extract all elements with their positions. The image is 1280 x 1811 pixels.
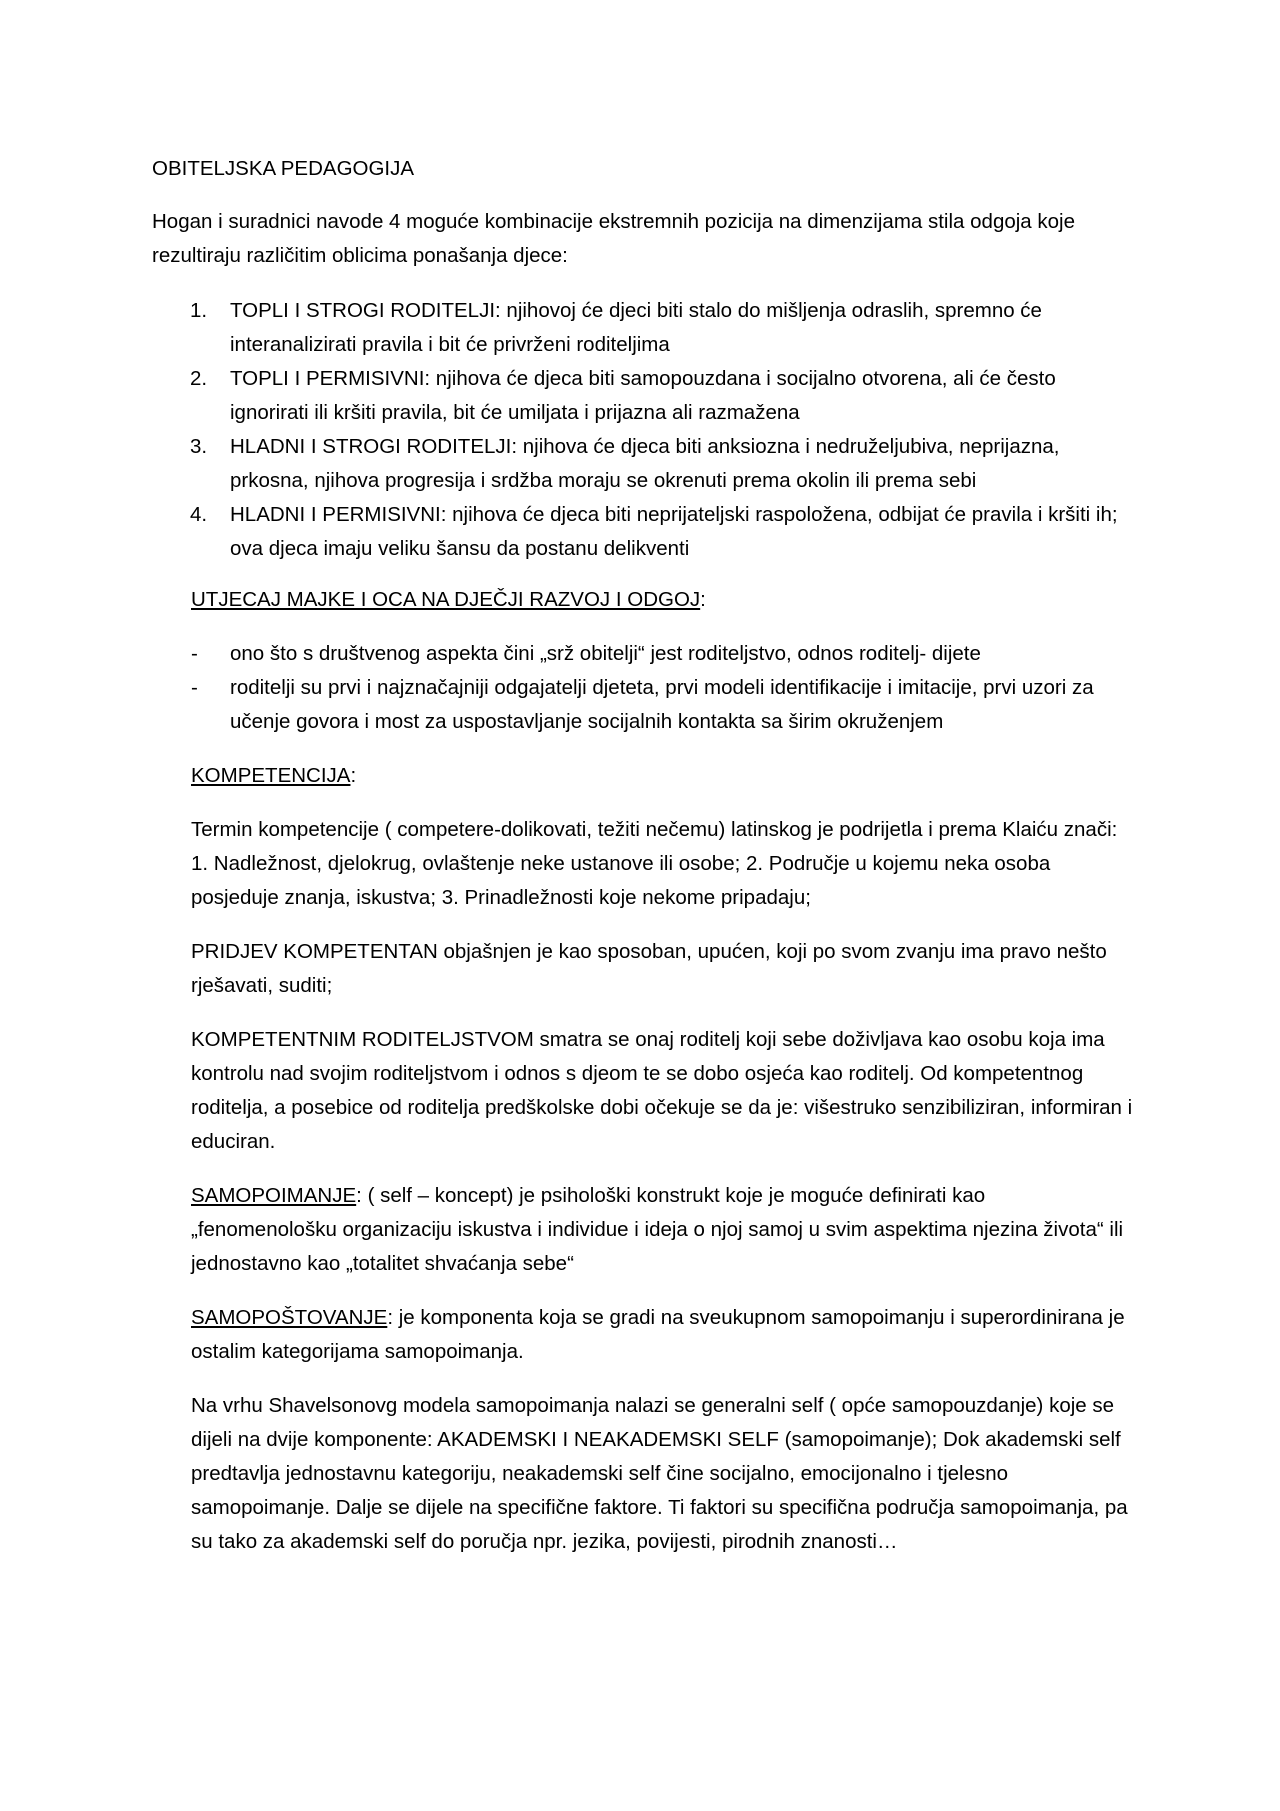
utjecaj-heading: UTJECAJ MAJKE I OCA NA DJEČJI RAZVOJ I ODGOJ (191, 588, 701, 611)
utjecaj-bullet-list (191, 637, 1136, 739)
bullet-text: roditelji su prvi i najznačajniji odgajatelji djeteta, prvi modeli identifikacije i imitacije, prvi uzori za učenje govora i most za uspostavljanje socijalnih kontakta sa širim okruženjem (230, 676, 1094, 733)
list-item-text: HLADNI I STROGI RODITELJI: njihova će djeca biti anksiozna i nedruželjubiva, neprijazna, prkosna, njihova progresija i srdžba moraju se okrenuti prema okolin ili prema sebi (230, 435, 1060, 492)
list-number: 1. (190, 299, 208, 322)
intro-paragraph: Hogan i suradnici navode 4 moguće kombinacije ekstremnih pozicija na dimenzijama stila odgoja koje rezultiraju različitim oblicima ponašanja djece: (152, 210, 1076, 267)
samopoimanje-paragraph (191, 1179, 1136, 1281)
list-number: 3. (190, 435, 208, 458)
bullet-text: ono što s društvenog aspekta čini „srž obitelji“ jest roditeljstvo, odnos roditelj- dijete (230, 642, 981, 665)
list-item (190, 294, 1135, 362)
parenting-styles-list (190, 294, 1135, 566)
list-number: 4. (190, 503, 208, 526)
list-number: 2. (190, 367, 208, 390)
kompetencija-heading: KOMPETENCIJA (191, 764, 351, 787)
samopoimanje-text: : ( self – koncept) je psihološki konstrukt koje je moguće definirati kao „fenomenološku organizaciju iskustva i individue i ideja o njoj samoj u svim aspektima njezina života“ ili jednostavno kao „totalitet shvaćanja sebe“ (191, 1184, 1124, 1275)
samopoimanje-heading: SAMOPOIMANJE (191, 1184, 357, 1207)
shavelson-paragraph: Na vrhu Shavelsonovg modela samopoimanja nalazi se generalni self ( opće samopouzdanje) koje se dijeli na dvije komponente: AKADEMSKI I NEAKADEMSKI SELF (samopoimanje); Dok akademski self predtavlja jednostavnu kategoriju, neakademski self čine socijalno, emocijonalno i tjelesno samopoimanje. Dalje se dijele na specifične faktore. Ti faktori su specifična područja samopoimanja, pa su tako za akademski self do poručja npr. jezika, povijesti, pirodnih znanosti… (191, 1394, 1128, 1553)
heading-colon: : (700, 588, 706, 611)
samopostovanje-heading: SAMOPOŠTOVANJE (191, 1306, 388, 1329)
bullet-marker: - (191, 642, 198, 665)
bullet-item (191, 671, 1136, 739)
list-item-text: HLADNI I PERMISIVNI: njihova će djeca biti neprijateljski raspoložena, odbijat će pravila i kršiti ih; ova djeca imaju veliku šansu da postanu delikventi (230, 503, 1118, 560)
utjecaj-heading-line (191, 583, 1136, 617)
kompetentan-paragraph: PRIDJEV KOMPETENTAN objašnjen je kao sposoban, upućen, koji po svom zvanju ima pravo nešto rješavati, suditi; (191, 940, 1107, 997)
samopostovanje-text: : je komponenta koja se gradi na sveukupnom samopoimanju i superordinirana je ostalim kategorijama samopoimanja. (191, 1306, 1125, 1363)
bullet-marker: - (191, 676, 198, 699)
kompetencija-paragraph: Termin kompetencije ( competere-dolikovati, težiti nečemu) latinskog je podrijetla i prema Klaiću znači: 1. Nadležnost, djelokrug, ovlaštenje neke ustanove ili osobe; 2. Područje u kojemu neka osoba posjeduje znanja, iskustva; 3. Prinadležnosti koje nekome pripadaju; (191, 818, 1118, 909)
kompetencija-heading-line (191, 759, 1136, 793)
document-body (191, 583, 1136, 1579)
bullet-item (191, 637, 1136, 671)
samopostovanje-paragraph (191, 1301, 1136, 1369)
kompetentno-roditeljstvo-paragraph: KOMPETENTNIM RODITELJSTVOM smatra se onaj roditelj koji sebe doživljava kao osobu koja ima kontrolu nad svojim roditeljstvom i odnos s djeom te se dobo osjeća kao roditelj. Od kompetentnog roditelja, a posebice od roditelja predškolske dobi očekuje se da je: višestruko senzibiliziran, informiran i educiran. (191, 1028, 1133, 1153)
document-title: OBITELJSKA PEDAGOGIJA (152, 157, 415, 180)
list-item (190, 430, 1135, 498)
list-item (190, 498, 1135, 566)
heading-colon: : (350, 764, 357, 787)
list-item (190, 362, 1135, 430)
list-item-text: TOPLI I STROGI RODITELJI: njihovoj će djeci biti stalo do mišljenja odraslih, spremno će interanalizirati pravila i bit će privrženi roditeljima (230, 299, 1042, 356)
list-item-text: TOPLI I PERMISIVNI: njihova će djeca biti samopouzdana i socijalno otvorena, ali će često ignorirati ili kršiti pravila, bit će umiljata i prijazna ali razmažena (230, 367, 1056, 424)
